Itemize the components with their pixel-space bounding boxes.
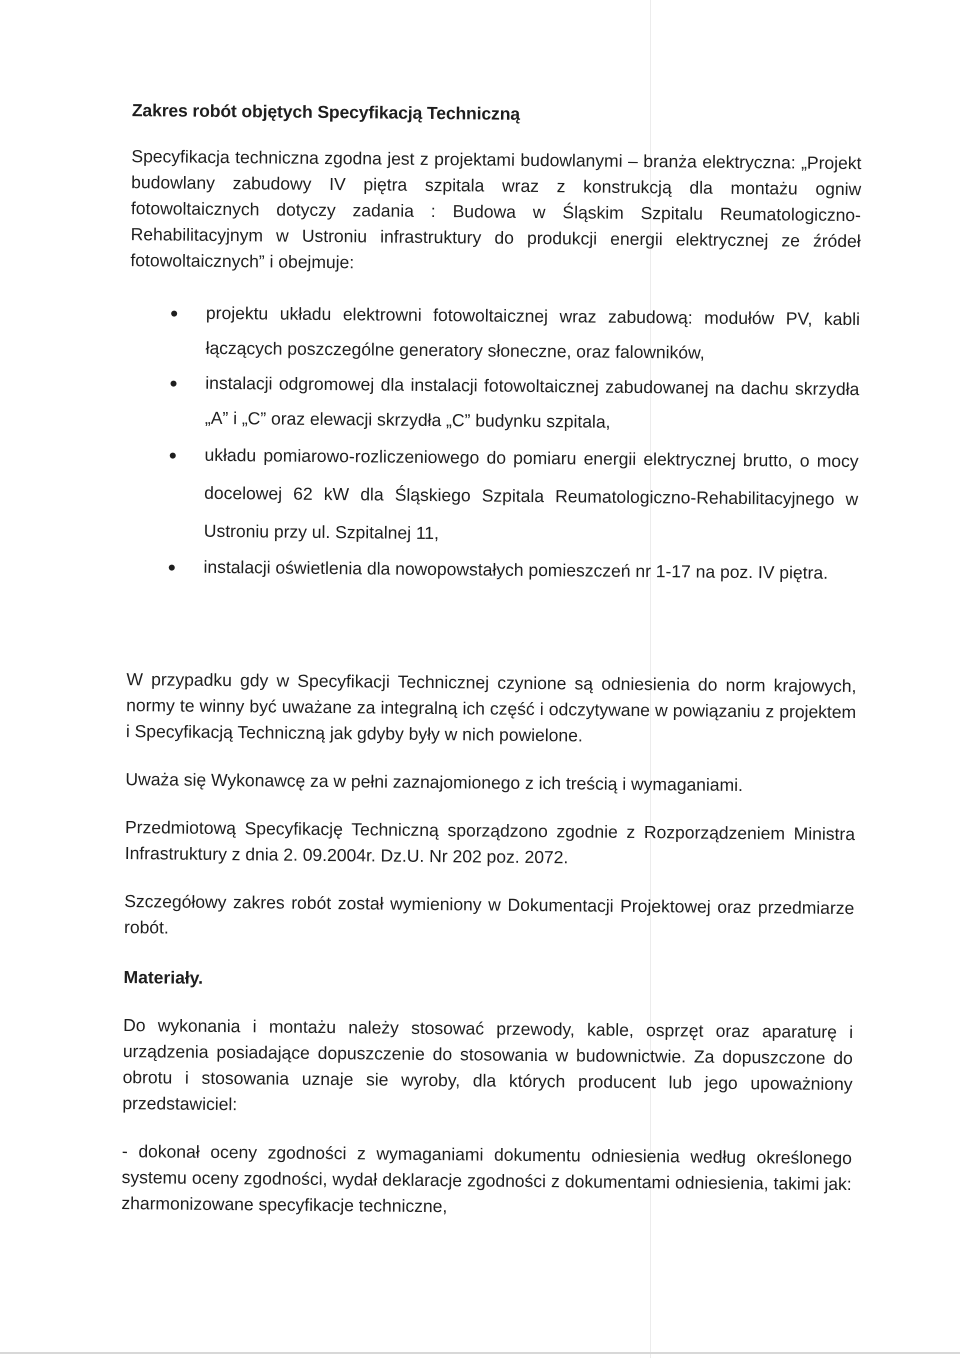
spacer <box>117 584 858 673</box>
scope-paragraph: Szczegółowy zakres robót został wymieniony w Dokumentacji Projektowej oraz przedmiarze robót. <box>123 891 855 938</box>
materials-paragraph: Do wykonania i montażu należy stosować przewody, kable, osprzęt oraz aparaturę i urządzenia posiadające dopuszczenie do stosowania w budownictwie. Za dopuszczone do obrotu i stosowania uznaje sie wyroby, dla których producent lub jego upoważniony przedstawiciel: <box>122 1015 854 1115</box>
scope-list <box>117 295 860 591</box>
list-item <box>168 435 859 556</box>
bullet-icon: ● <box>169 374 178 391</box>
list-item <box>167 549 857 591</box>
bullet-icon: ● <box>168 446 178 463</box>
document-content <box>111 100 862 1223</box>
norms-paragraph: W przypadku gdy w Specyfikacji Technicznej czynione są odniesienia do norm krajowych, normy te winny być uważane za integralną ich część i odczytywane w powiązaniu z projektem i Specyfikacją Techniczną jak gdyby były w nich powielone. <box>125 669 857 746</box>
list-item <box>169 365 860 442</box>
regulation-paragraph: Przedmiotową Specyfikację Techniczną sporządzono zgodnie z Rozporządzeniem Ministra Infrastruktury z dnia 2. 09.2004r. Dz.U. Nr 202 poz. 2072. <box>124 817 856 868</box>
materials-heading: Materiały. <box>123 967 204 988</box>
contractor-paragraph: Uważa się Wykonawcę za w pełni zaznajomionego z ich treścią i wymaganiami. <box>125 769 744 795</box>
conformity-item: - dokonał oceny zgodności z wymaganiami dokumentu odniesienia według określonego systemu oceny zgodności, wydał deklaracje zgodności z dokumentami odniesienia, takimi jak: zharmonizowane specyfikacje techniczne, <box>121 1141 852 1217</box>
list-item <box>169 295 860 372</box>
bullet-icon: ● <box>167 558 177 575</box>
section-heading: Zakres robót objętych Specyfikacją Techniczną <box>131 100 521 124</box>
list-item-text: układu pomiarowo-rozliczeniowego do pomiaru energii elektrycznej brutto, o mocy docelowej 62 kW dla Śląskiego Szpitala Reumatologiczno-Rehabilitacyjnego w Ustroniu przy ul. Szpitalnej 11, <box>203 444 859 544</box>
list-item-text: instalacji odgromowej dla instalacji fotowoltaicznej zabudowanej na dachu skrzydła „A” i „C” oraz elewacji skrzydła „C” budynku szpitala, <box>204 372 860 432</box>
list-item-text: instalacji oświetlenia dla nowopowstałych pomieszczeń nr 1-17 na poz. IV piętra. <box>203 556 829 583</box>
list-item-text: projektu układu elektrowni fotowoltaicznej wraz zabudową: modułów PV, kabli łączących poszczególne generatory słoneczne, oraz falowników, <box>205 302 861 363</box>
scan-bottom-edge <box>0 1352 960 1354</box>
intro-paragraph: Specyfikacja techniczna zgodna jest z projektami budowlanymi – branża elektryczna: „Projekt budowlany zabudowy IV piętra szpitala wraz z konstrukcją dla montażu ogniw fotowoltaicznych dotyczy zadania : Budowa w Śląskim Szpitalu Reumatologiczno-Rehabilitacyjnym w Ustroniu infrastruktury do produkcji energii elektrycznej ze źródeł fotowoltaicznych” i obejmuje: <box>130 146 862 273</box>
bullet-icon: ● <box>169 304 179 321</box>
